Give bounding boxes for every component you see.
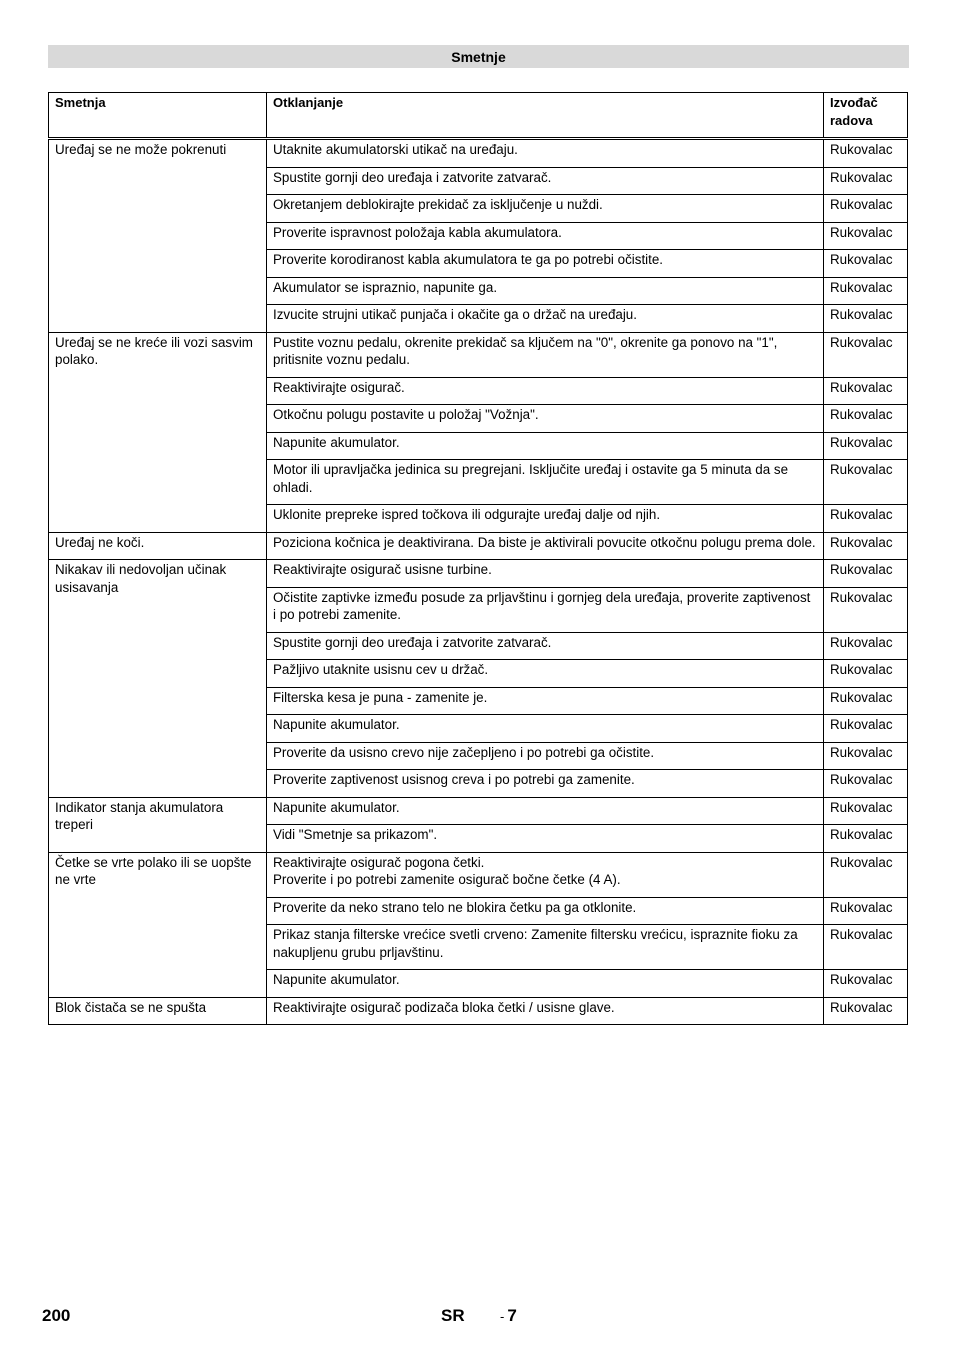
performed-by-cell: Rukovalac <box>824 139 908 168</box>
remedy-cell: Napunite akumulator. <box>267 970 824 998</box>
fault-cell: Uređaj se ne može pokrenuti <box>49 139 267 333</box>
remedy-cell: Izvucite strujni utikač punjača i okačite ga o držač na uređaju. <box>267 305 824 333</box>
performed-by-cell: Rukovalac <box>824 222 908 250</box>
performed-by-cell: Rukovalac <box>824 277 908 305</box>
table-row <box>49 532 908 560</box>
page-number: 200 <box>42 1306 71 1325</box>
performed-by-cell: Rukovalac <box>824 532 908 560</box>
remedy-cell: Proverite zaptivenost usisnog creva i po potrebi ga zamenite. <box>267 770 824 798</box>
header-performed-by-line1: Izvođač <box>830 95 878 110</box>
remedy-cell: Vidi "Smetnje sa prikazom". <box>267 825 824 853</box>
fault-cell: Nikakav ili nedovoljan učinak usisavanja <box>49 560 267 798</box>
performed-by-cell: Rukovalac <box>824 742 908 770</box>
remedy-cell: Okretanjem deblokirajte prekidač za isključenje u nuždi. <box>267 195 824 223</box>
remedy-cell: Reaktivirajte osigurač usisne turbine. <box>267 560 824 588</box>
header-fault: Smetnja <box>49 93 267 139</box>
fault-cell: Blok čistača se ne spušta <box>49 997 267 1025</box>
remedy-cell: Spustite gornji deo uređaja i zatvorite zatvarač. <box>267 632 824 660</box>
remedy-cell: Napunite akumulator. <box>267 715 824 743</box>
fault-cell: Uređaj ne koči. <box>49 532 267 560</box>
table-row <box>49 997 908 1025</box>
performed-by-cell: Rukovalac <box>824 332 908 377</box>
fault-cell: Četke se vrte polako ili se uopšte ne vrte <box>49 852 267 997</box>
remedy-cell: Očistite zaptivke između posude za prljavštinu i gornjeg dela uređaja, proverite zaptivenost i po potrebi zamenite. <box>267 587 824 632</box>
table-row <box>49 560 908 588</box>
performed-by-cell: Rukovalac <box>824 925 908 970</box>
remedy-cell: Proverite korodiranost kabla akumulatora te ga po potrebi očistite. <box>267 250 824 278</box>
header-performed-by <box>824 93 908 139</box>
remedy-cell: Uklonite prepreke ispred točkova ili odgurajte uređaj dalje od njih. <box>267 505 824 533</box>
remedy-cell: Pustite voznu pedalu, okrenite prekidač sa ključem na "0", okrenite ga ponovo na "1", pritisnite voznu pedalu. <box>267 332 824 377</box>
performed-by-cell: Rukovalac <box>824 897 908 925</box>
performed-by-cell: Rukovalac <box>824 970 908 998</box>
fault-cell: Uređaj se ne kreće ili vozi sasvim polako. <box>49 332 267 532</box>
performed-by-cell: Rukovalac <box>824 377 908 405</box>
performed-by-cell: Rukovalac <box>824 797 908 825</box>
remedy-cell: Reaktivirajte osigurač. <box>267 377 824 405</box>
remedy-cell: Filterska kesa je puna - zamenite je. <box>267 687 824 715</box>
remedy-cell: Napunite akumulator. <box>267 432 824 460</box>
remedy-cell: Spustite gornji deo uređaja i zatvorite zatvarač. <box>267 167 824 195</box>
performed-by-cell: Rukovalac <box>824 432 908 460</box>
performed-by-cell: Rukovalac <box>824 997 908 1025</box>
remedy-cell: Poziciona kočnica je deaktivirana. Da biste je aktivirali povucite otkočnu polugu prema dole. <box>267 532 824 560</box>
fault-cell: Indikator stanja akumulatora treperi <box>49 797 267 852</box>
remedy-cell: Motor ili upravljačka jedinica su pregrejani. Isključite uređaj i ostavite ga 5 minuta da se ohladi. <box>267 460 824 505</box>
performed-by-cell: Rukovalac <box>824 587 908 632</box>
header-performed-by-line2: radova <box>830 112 873 128</box>
remedy-cell: Proverite ispravnost položaja kabla akumulatora. <box>267 222 824 250</box>
header-remedy: Otklanjanje <box>267 93 824 139</box>
remedy-cell: Reaktivirajte osigurač podizača bloka četki / usisne glave. <box>267 997 824 1025</box>
performed-by-cell: Rukovalac <box>824 250 908 278</box>
table-row <box>49 139 908 168</box>
language-code: SR <box>441 1306 465 1325</box>
section-title: Smetnje <box>48 45 909 68</box>
performed-by-cell: Rukovalac <box>824 687 908 715</box>
section-page-number: 7 <box>507 1306 517 1325</box>
remedy-cell: Reaktivirajte osigurač pogona četki. Proverite i po potrebi zamenite osigurač bočne četke (4 A). <box>267 852 824 897</box>
performed-by-cell: Rukovalac <box>824 305 908 333</box>
table-row <box>49 797 908 825</box>
remedy-cell: Proverite da usisno crevo nije začepljeno i po potrebi ga očistite. <box>267 742 824 770</box>
table-header-row <box>49 93 908 139</box>
performed-by-cell: Rukovalac <box>824 852 908 897</box>
performed-by-cell: Rukovalac <box>824 460 908 505</box>
remedy-cell: Napunite akumulator. <box>267 797 824 825</box>
remedy-cell: Akumulator se ispraznio, napunite ga. <box>267 277 824 305</box>
remedy-cell: Otkočnu polugu postavite u položaj "Vožnja". <box>267 405 824 433</box>
remedy-cell: Proverite da neko strano telo ne blokira četku pa ga otklonite. <box>267 897 824 925</box>
table-body <box>49 93 908 1025</box>
performed-by-cell: Rukovalac <box>824 632 908 660</box>
troubleshooting-table <box>48 92 908 1025</box>
remedy-cell: Prikaz stanja filterske vrećice svetli crveno: Zamenite filtersku vrećicu, ispraznite fioku za nakupljenu grubu prljavštinu. <box>267 925 824 970</box>
table-row <box>49 852 908 897</box>
performed-by-cell: Rukovalac <box>824 770 908 798</box>
section-page <box>500 1306 517 1326</box>
performed-by-cell: Rukovalac <box>824 715 908 743</box>
performed-by-cell: Rukovalac <box>824 167 908 195</box>
table-row <box>49 332 908 377</box>
performed-by-cell: Rukovalac <box>824 505 908 533</box>
performed-by-cell: Rukovalac <box>824 825 908 853</box>
footer-dash: - <box>500 1309 505 1324</box>
performed-by-cell: Rukovalac <box>824 660 908 688</box>
remedy-cell: Utaknite akumulatorski utikač na uređaju. <box>267 139 824 168</box>
performed-by-cell: Rukovalac <box>824 560 908 588</box>
performed-by-cell: Rukovalac <box>824 405 908 433</box>
remedy-cell: Pažljivo utaknite usisnu cev u držač. <box>267 660 824 688</box>
performed-by-cell: Rukovalac <box>824 195 908 223</box>
